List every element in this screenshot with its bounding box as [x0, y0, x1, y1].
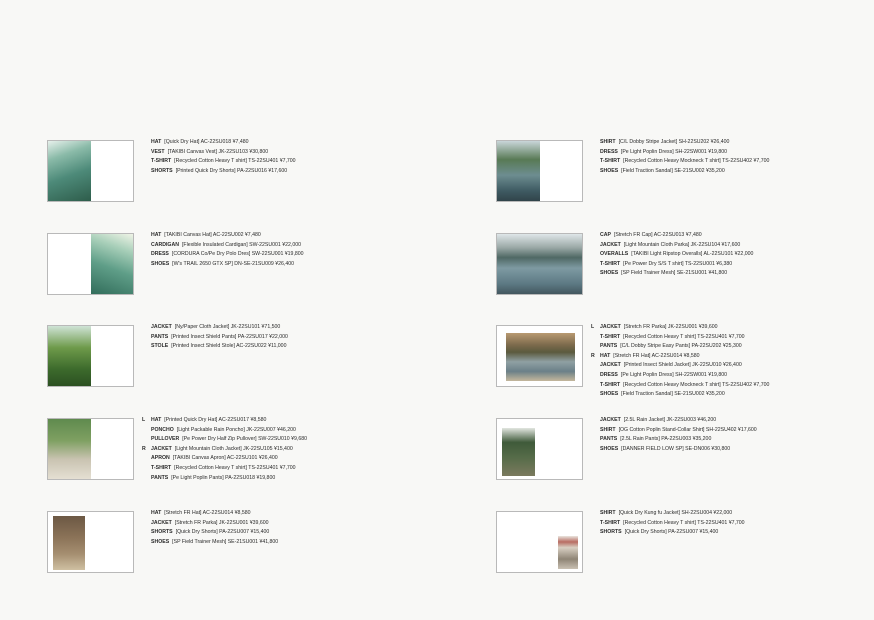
item-line: T-SHIRT [Recycled Cotton Heavy Mockneck T shirt] TS-22SU402 ¥7,700: [600, 158, 770, 165]
item-line: JACKET [Stretch FR Parka] JK-22SU001 ¥39,600: [151, 519, 269, 526]
item-line: PANTS [Printed Insect Shield Pants] PA-22SU017 ¥22,000: [151, 333, 288, 340]
item-line: PANTS [2.5L Rain Pants] PA-22SU003 ¥35,200: [600, 436, 712, 443]
item-line: VEST [TAKIBI Canvas Vest] JK-22SU103 ¥30,800: [151, 148, 269, 155]
item-line: L HAT [Printed Quick Dry Hat] AC-22SU017 ¥8,580: [142, 417, 267, 423]
item-line: JACKET [Printed Insect Shield Jacket] JK-22SU010 ¥26,400: [600, 362, 742, 369]
item-line: DRESS [Pe Light Poplin Dress] SH-22SW001 ¥19,800: [600, 148, 727, 155]
look-photo: [48, 326, 91, 387]
look-photo: [53, 516, 85, 570]
item-line: T-SHIRT [Recycled Cotton Heavy T shirt] TS-22SU401 ¥7,700: [600, 519, 745, 526]
look-info: [591, 323, 770, 400]
item-line: PONCHO [Light Packable Rain Poncho] JK-22SU007 ¥46,200: [151, 426, 296, 433]
look-photo: [502, 428, 535, 476]
look-info: [151, 231, 304, 269]
item-line: SHOES [DANNER FIELD LOW SP] SE-DN006 ¥30,800: [600, 445, 731, 452]
item-line: STOLE [Printed Insect Shield Stole] AC-22SU022 ¥11,000: [151, 343, 287, 350]
item-line: SHIRT [OG Cotton Poplin Stand-Collar Shirt] SH-22SU402 ¥17,600: [600, 426, 757, 433]
item-line: SHOES [Field Traction Sandal] SE-21SU002 ¥35,200: [600, 391, 725, 398]
look-info: [151, 138, 296, 176]
item-line: T-SHIRT [Recycled Cotton Heavy T shirt] TS-22SU401 ¥7,700: [151, 464, 296, 471]
item-line: DRESS [CORDURA Co/Pe Dry Polo Dres] SW-22SU001 ¥19,800: [151, 251, 304, 258]
item-line: T-SHIRT [Pe Power Dry S/S T shirt] TS-22SU001 ¥6,380: [600, 260, 733, 267]
item-line: T-SHIRT [Recycled Cotton Heavy Mockneck T shirt] TS-22SU402 ¥7,700: [600, 381, 770, 388]
item-line: HAT [Quick Dry Hat] AC-22SU018 ¥7,480: [151, 139, 249, 145]
item-line: SHIRT [Quick Dry Kung fu Jacket] SH-22SU004 ¥22,000: [600, 510, 733, 516]
look-info: [142, 416, 307, 483]
look-thumbnail[interactable]: [496, 233, 583, 295]
item-line: PANTS [C/L Dobby Stripe Easy Pants] PA-22SU202 ¥25,300: [600, 343, 742, 350]
item-line: R JACKET [Light Mountain Cloth Jacket] JK-22SU105 ¥15,400: [142, 445, 293, 452]
item-line: L JACKET [Stretch FR Parka] JK-22SU001 ¥39,600: [591, 324, 718, 330]
look-thumbnail[interactable]: [47, 140, 134, 202]
item-line: CARDIGAN [Flexible Insulated Cardigan] SW-22SU001 ¥22,000: [151, 241, 301, 248]
item-line: SHORTS [Quick Dry Shorts] PA-22SU007 ¥15,400: [151, 529, 270, 536]
item-line: OVERALLS [TAKIBI Light Ripstop Overalls] AL-22SU101 ¥22,000: [600, 251, 754, 258]
look-photo: [48, 419, 91, 480]
item-line: PANTS [Pe Light Poplin Pants] PA-22SU018 ¥19,800: [151, 474, 276, 481]
item-line: HAT [TAKIBI Canvas Hat] AC-22SU002 ¥7,480: [151, 232, 261, 238]
item-line: CAP [Stretch FR Cap] AC-22SU013 ¥7,480: [600, 232, 702, 238]
item-line: JACKET [Ny/Paper Cloth Jacket] JK-22SU101 ¥71,500: [151, 324, 281, 330]
look-thumbnail[interactable]: [496, 140, 583, 202]
look-info: [600, 509, 745, 538]
look-photo: [91, 234, 134, 295]
item-line: APRON [TAKIBI Canvas Apron] AC-22SU101 ¥26,400: [151, 455, 278, 462]
look-thumbnail[interactable]: [47, 233, 134, 295]
look-photo: [506, 333, 575, 381]
item-line: SHOES [SP Field Trainer Mesh] SE-21SU001 ¥41,800: [600, 270, 728, 277]
item-line: T-SHIRT [Recycled Cotton Heavy T shirt] TS-22SU401 ¥7,700: [600, 333, 745, 340]
look-photo: [558, 536, 578, 569]
look-photo: [497, 141, 540, 202]
look-info: [600, 231, 753, 279]
look-info: [600, 416, 757, 454]
look-thumbnail[interactable]: [47, 325, 134, 387]
item-line: SHORTS [Quick Dry Shorts] PA-22SU007 ¥15,400: [600, 529, 719, 536]
look-thumbnail[interactable]: [47, 511, 134, 573]
item-line: SHOES [W's TRAIL 2650 GTX SP] DN-SE-21SU009 ¥26,400: [151, 260, 294, 267]
item-line: PULLOVER [Pe Power Dry Half Zip Pullover] SW-22SU010 ¥9,680: [151, 436, 307, 443]
item-line: T-SHIRT [Recycled Cotton Heavy T shirt] TS-22SU401 ¥7,700: [151, 158, 296, 165]
look-photo: [497, 234, 583, 295]
item-line: DRESS [Pe Light Poplin Dress] SH-22SW001 ¥19,800: [600, 371, 727, 378]
item-line: SHOES [Field Traction Sandal] SE-21SU002 ¥35,200: [600, 167, 725, 174]
item-line: SHIRT [C/L Dobby Stripe Jacket] SH-22SU202 ¥26,400: [600, 139, 730, 145]
look-thumbnail[interactable]: [47, 418, 134, 480]
look-thumbnail[interactable]: [496, 511, 583, 573]
item-line: HAT [Stretch FR Hat] AC-22SU014 ¥8,580: [151, 510, 251, 516]
look-thumbnail[interactable]: [496, 325, 583, 387]
item-line: SHOES [SP Field Trainer Mesh] SE-21SU001 ¥41,800: [151, 538, 279, 545]
item-line: SHORTS [Printed Quick Dry Shorts] PA-22SU016 ¥17,600: [151, 167, 288, 174]
look-photo: [48, 141, 91, 202]
look-info: [151, 323, 288, 352]
look-thumbnail[interactable]: [496, 418, 583, 480]
look-info: [151, 509, 278, 547]
item-line: JACKET [2.5L Rain Jacket] JK-22SU003 ¥46,200: [600, 417, 717, 423]
item-line: JACKET [Light Mountain Cloth Parka] JK-22SU104 ¥17,600: [600, 241, 741, 248]
look-info: [600, 138, 769, 176]
item-line: R HAT [Stretch FR Hat] AC-22SU014 ¥8,580: [591, 352, 700, 359]
